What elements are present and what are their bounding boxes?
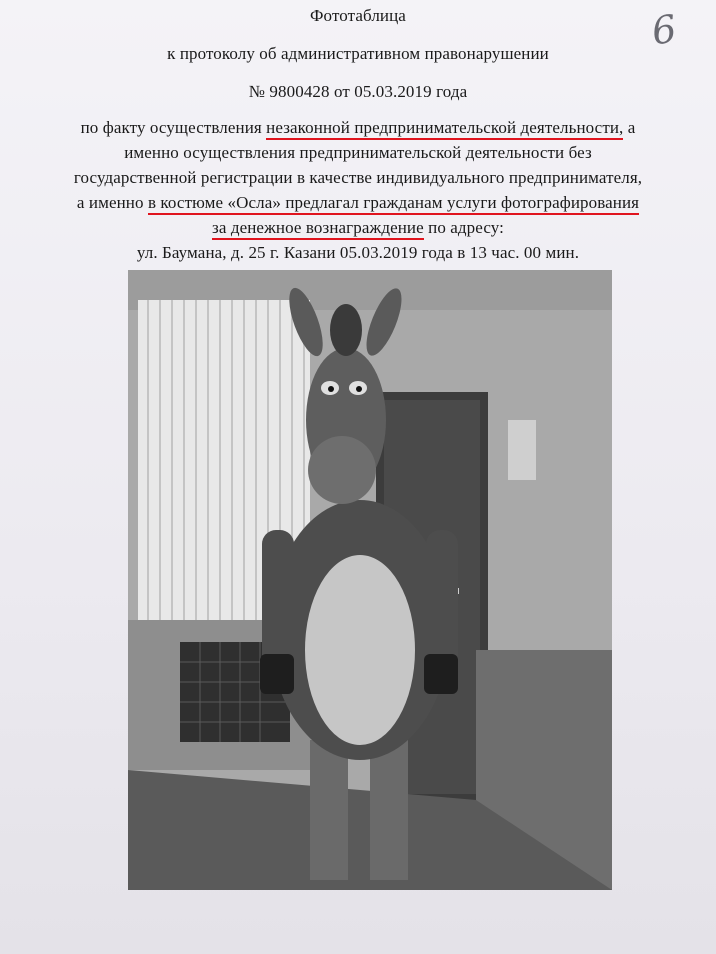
- body-line-3: государственной регистрации в качестве индивидуального предпринимателя,: [73, 168, 643, 187]
- evidence-photo: [128, 270, 612, 890]
- document-title: Фототаблица: [310, 6, 406, 25]
- red-underline-highlight: незаконной предпринимательской деятельности,: [266, 118, 623, 140]
- body-line-2: именно осуществления предпринимательской деятельности без: [124, 143, 592, 162]
- donkey-costume-photo: [128, 270, 612, 890]
- red-underline-highlight: за денежное вознаграждение: [212, 218, 424, 240]
- handwritten-page-number: 6: [649, 6, 680, 54]
- body-text: а именно: [76, 193, 148, 212]
- red-underline-highlight: в костюме «Осла» предлагал гражданам услуги фотографирования: [148, 193, 639, 215]
- protocol-number: № 9800428 от 05.03.2019 года: [248, 82, 468, 101]
- body-line-1: [0, 118, 716, 138]
- document-subtitle: к протоколу об административном правонарушении: [167, 44, 549, 63]
- body-line-6: ул. Баумана, д. 25 г. Казани 05.03.2019 года в 13 час. 00 мин.: [136, 243, 580, 262]
- body-line-4: [0, 193, 716, 213]
- body-line-5: [0, 218, 716, 238]
- body-text: а: [623, 118, 636, 137]
- body-text: по факту осуществления: [80, 118, 267, 137]
- body-text: по адресу:: [423, 218, 504, 237]
